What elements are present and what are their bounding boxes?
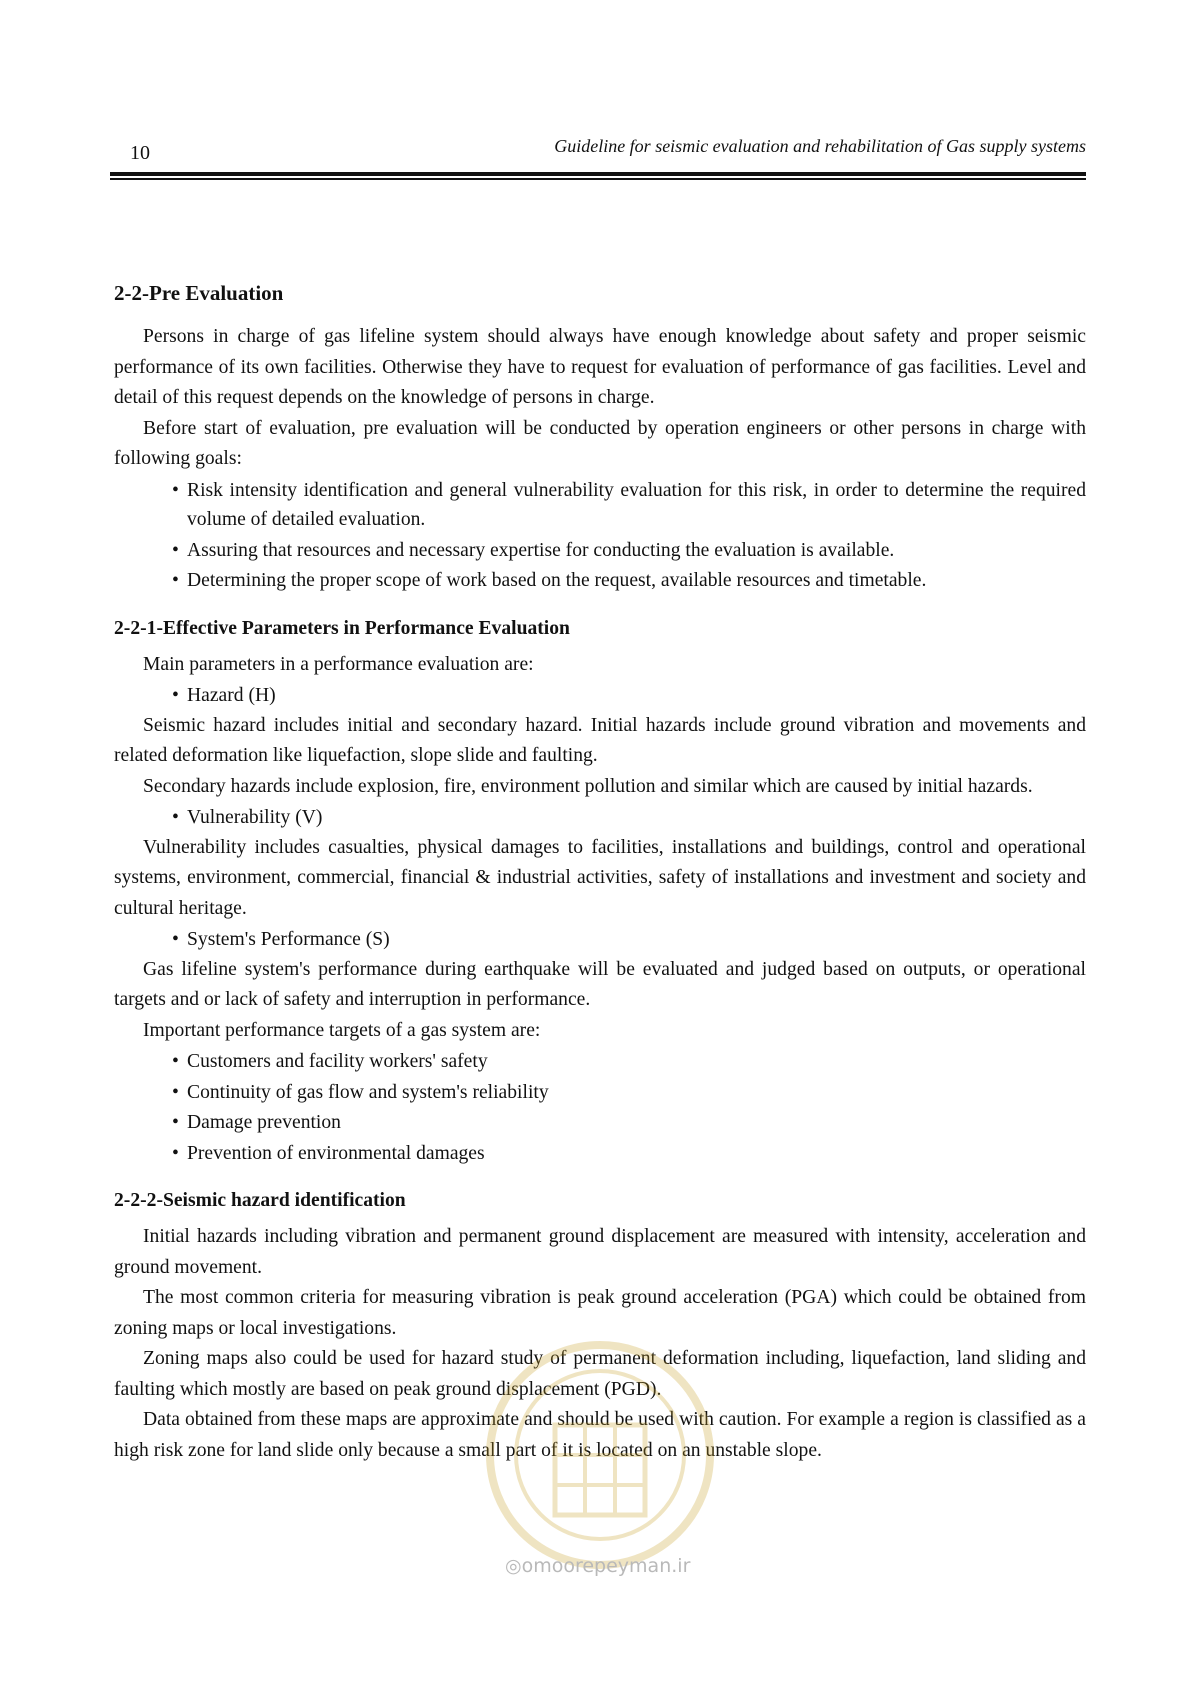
paragraph: Vulnerability includes casualties, physical damages to facilities, installations and buildings, control and operational systems, environment, commercial, financial & industrial activities, safety of installations and investment and society and cultural heritage. (114, 836, 1086, 919)
page-header (110, 128, 1086, 180)
bullet-icon: • (172, 1081, 179, 1103)
list-item: • Damage prevention (172, 1108, 1086, 1138)
bullet-icon: • (172, 929, 179, 950)
bullet-icon: • (172, 479, 179, 501)
bullet-icon: • (172, 1051, 179, 1072)
paragraph: Initial hazards including vibration and permanent ground displacement are measured with intensity, acceleration and ground movement. (114, 1226, 1086, 1278)
list-item: • Risk intensity identification and general vulnerability evaluation for this risk, in order to determine the required volume of detailed evaluation. (172, 476, 1086, 535)
parameter-list (172, 925, 1086, 955)
header-rule-thick (110, 172, 1086, 176)
running-title: Guideline for seismic evaluation and rehabilitation of Gas supply systems (554, 136, 1086, 156)
goals-list (172, 476, 1086, 596)
bullet-icon: • (172, 570, 179, 591)
paragraph: Data obtained from these maps are approximate and should be used with caution. For example a region is classified as a high risk zone for land slide only because a small part of it is located on an unstable slope. (114, 1409, 1086, 1461)
subsection-title: 2-2-2-Seismic hazard identification (114, 1190, 406, 1211)
bullet-icon: • (172, 685, 179, 706)
paragraph: The most common criteria for measuring vibration is peak ground acceleration (PGA) which could be obtained from zoning maps or local investigations. (114, 1287, 1086, 1339)
header-rule-thin (110, 178, 1086, 180)
subsection-title: 2-2-1-Effective Parameters in Performance Evaluation (114, 617, 570, 639)
globe-icon: ◎ (505, 1555, 522, 1577)
bullet-icon: • (172, 1142, 179, 1164)
list-item: • Determining the proper scope of work based on the request, available resources and timetable. (172, 566, 1086, 596)
list-item: • Vulnerability (V) (172, 803, 1086, 833)
section-title: 2-2-Pre Evaluation (114, 281, 284, 305)
bullet-icon: • (172, 539, 179, 561)
list-item: • Assuring that resources and necessary expertise for conducting the evaluation is available. (172, 536, 1086, 566)
parameter-list (172, 681, 1086, 711)
paragraph: Gas lifeline system's performance during earthquake will be evaluated and judged based on outputs, or operational targets and or lack of safety and interruption in performance. (114, 958, 1086, 1010)
watermark-site: ◎omoorepeyman.ir (505, 1555, 691, 1577)
paragraph: Seismic hazard includes initial and secondary hazard. Initial hazards include ground vibration and movements and related deformation like liquefaction, slope slide and faulting. (114, 714, 1086, 766)
bullet-icon: • (172, 807, 179, 828)
paragraph: Important performance targets of a gas system are: (143, 1019, 541, 1041)
paragraph: Main parameters in a performance evaluation are: (143, 653, 534, 675)
list-item: • Customers and facility workers' safety (172, 1047, 1086, 1077)
parameter-list (172, 803, 1086, 833)
paragraph: Secondary hazards include explosion, fire, environment pollution and similar which are caused by initial hazards. (143, 775, 1033, 797)
list-item: • Prevention of environmental damages (172, 1139, 1086, 1169)
list-item: • Hazard (H) (172, 681, 1086, 711)
list-item: • System's Performance (S) (172, 925, 1086, 955)
list-item: • Continuity of gas flow and system's reliability (172, 1078, 1086, 1108)
paragraph: Persons in charge of gas lifeline system should always have enough knowledge about safety and proper seismic performance of its own facilities. Otherwise they have to request for evaluation of performance of gas facilities. Level and detail of this request depends on the knowledge of persons in charge. (114, 326, 1086, 408)
targets-list (172, 1047, 1086, 1168)
paragraph: Before start of evaluation, pre evaluation will be conducted by operation engineers or other persons in charge with following goals: (114, 417, 1086, 469)
page-number: 10 (130, 142, 150, 164)
page-body (114, 278, 1086, 1466)
paragraph: Zoning maps also could be used for hazard study of permanent deformation including, liquefaction, land sliding and faulting which mostly are based on peak ground displacement (PGD). (114, 1348, 1086, 1400)
bullet-icon: • (172, 1112, 179, 1133)
